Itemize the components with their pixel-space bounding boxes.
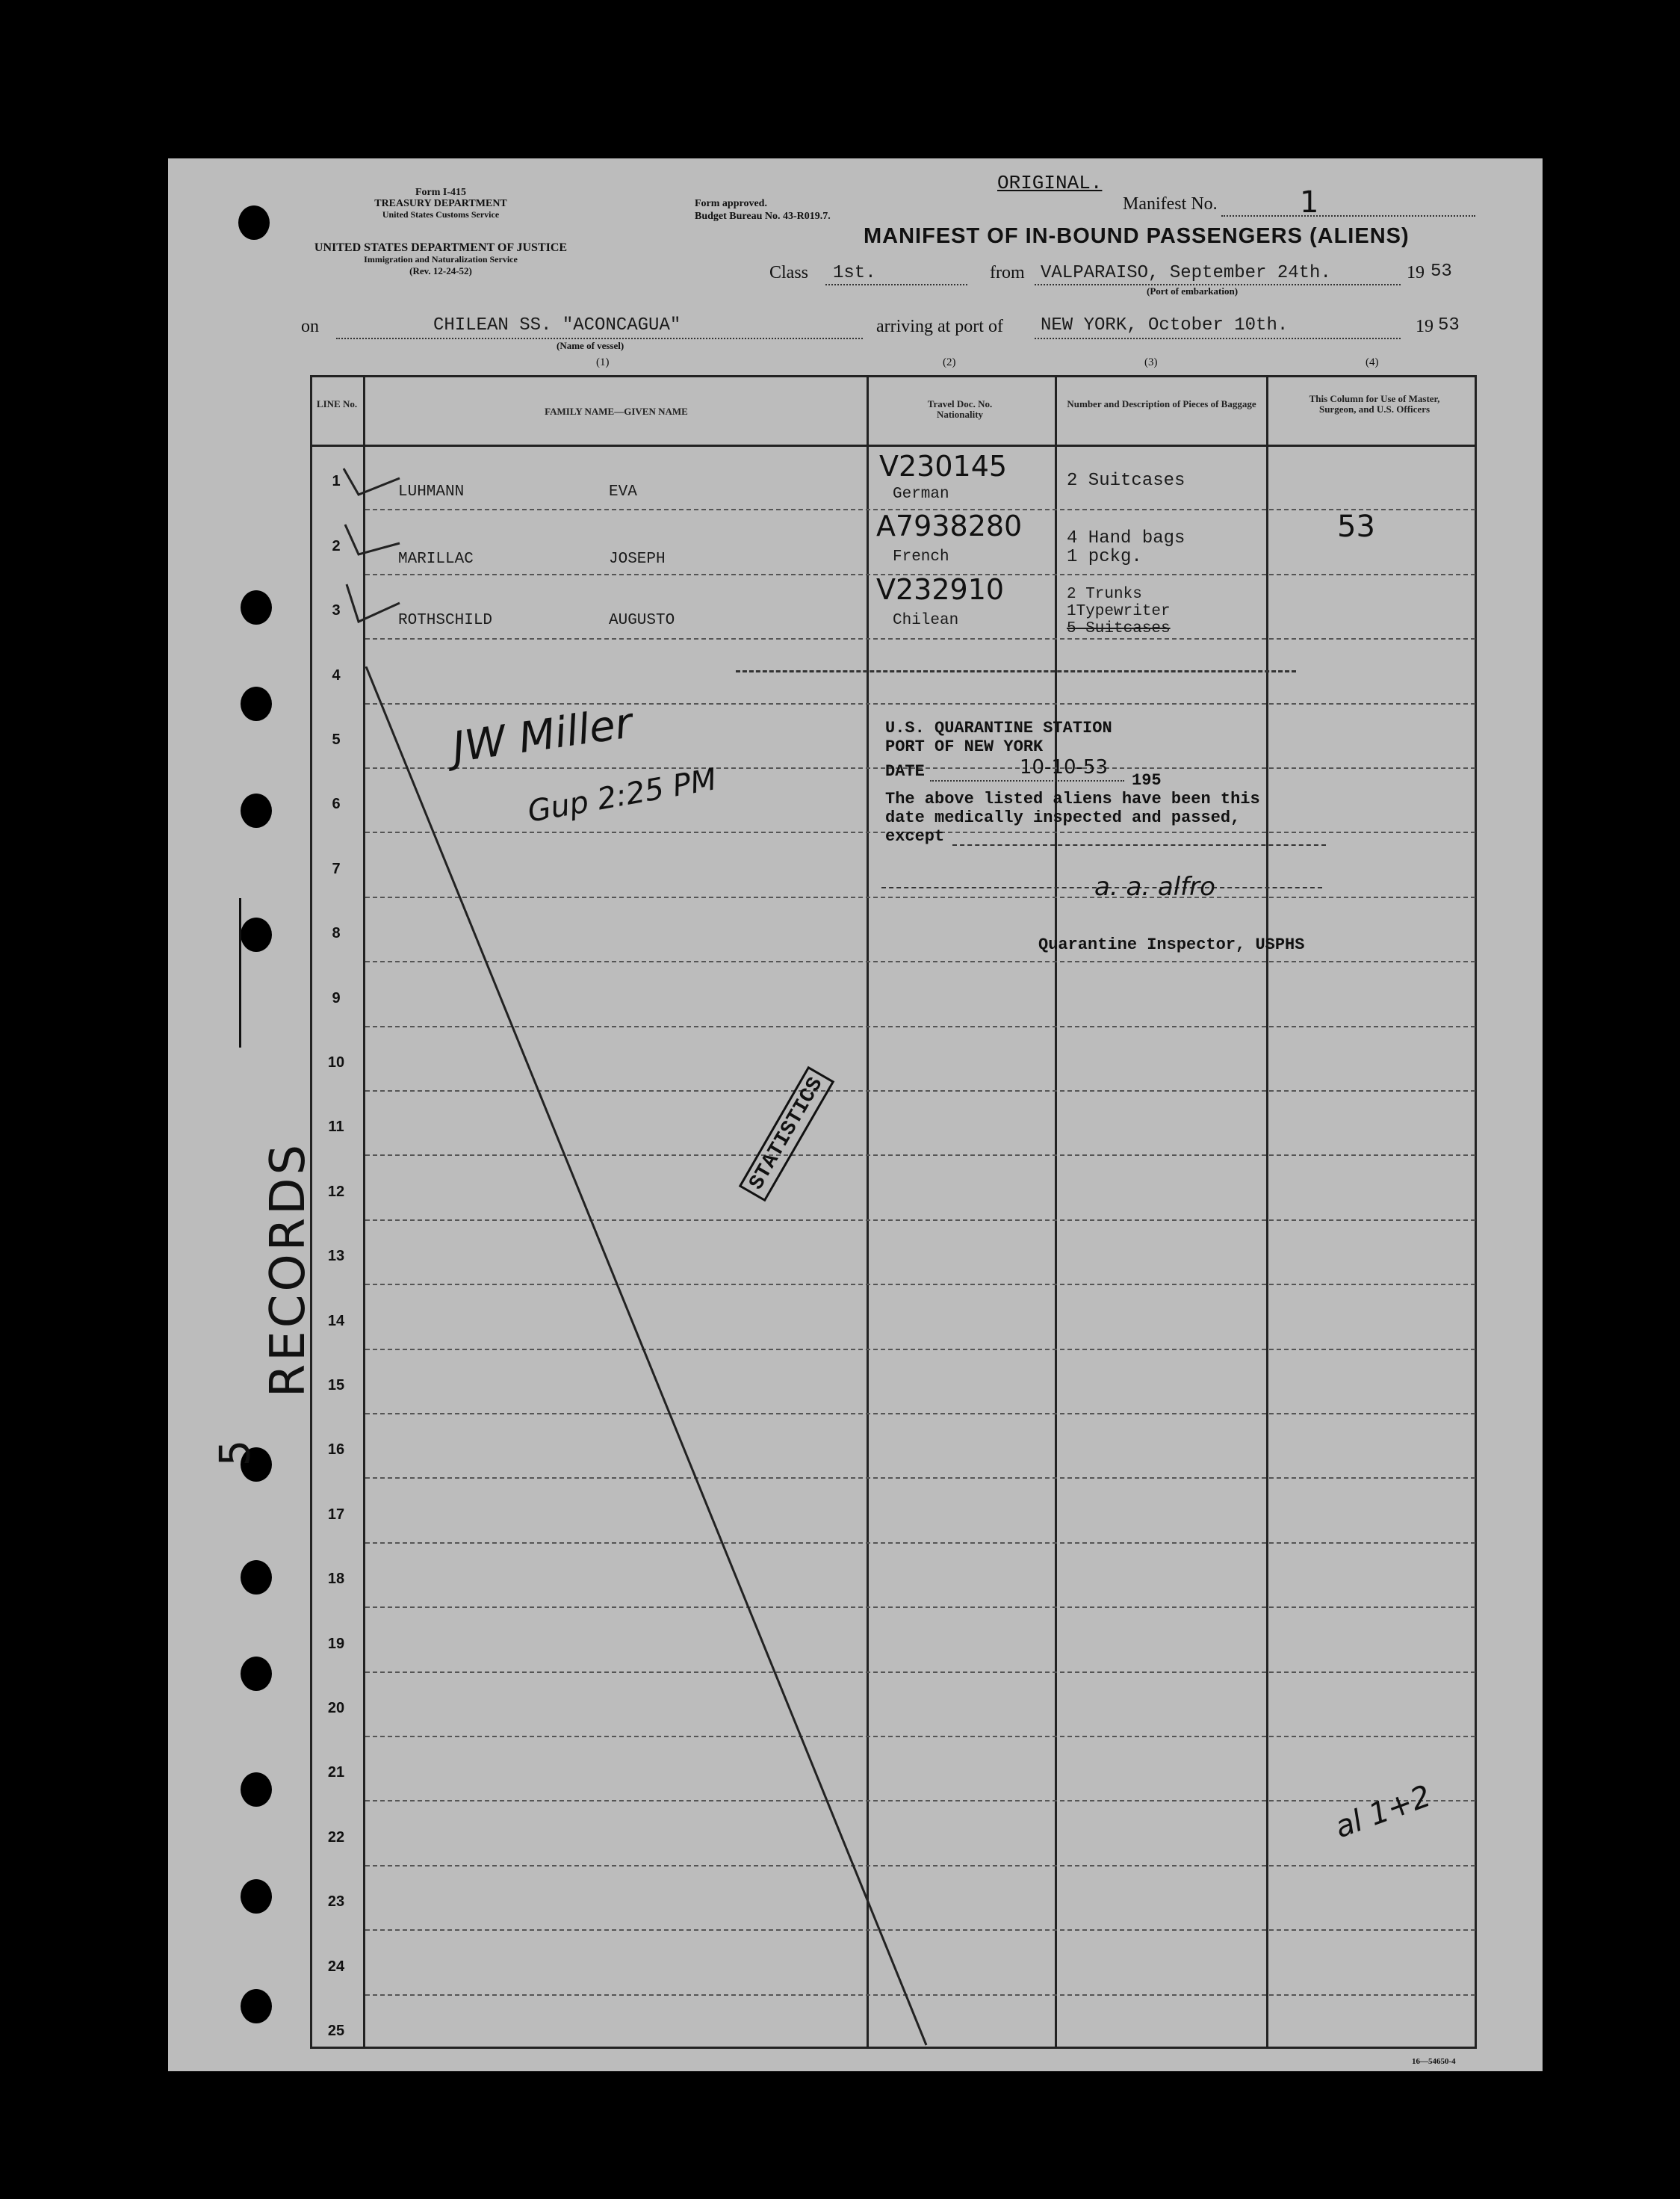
row2-family: MARILLAC — [398, 551, 474, 568]
handwritten-time: Gup 2:25 PM — [524, 762, 719, 829]
quarantine-text-3: except — [885, 827, 945, 846]
header-name: FAMILY NAME—GIVEN NAME — [545, 406, 688, 417]
col-num-2: (2) — [943, 356, 956, 368]
row1-given: EVA — [609, 483, 637, 501]
line-number: 5 — [332, 732, 341, 748]
budget-bureau: Budget Bureau No. 43-R019.7. — [695, 211, 831, 222]
line-number: 12 — [327, 1183, 345, 1200]
binder-hole — [241, 918, 272, 952]
row2-baggage-2: 1 pckg. — [1067, 547, 1142, 567]
binder-hole — [241, 1560, 272, 1595]
binder-hole — [238, 205, 270, 240]
year-value: 53 — [1431, 262, 1452, 282]
quarantine-station: U.S. QUARANTINE STATION — [885, 719, 1112, 737]
quarantine-date-line — [930, 780, 1124, 782]
row2-doc: A7938280 — [876, 510, 1023, 542]
quarantine-inspector: Quarantine Inspector, USPHS — [1038, 935, 1305, 954]
statistics-stamp: STATISTICS — [739, 1066, 835, 1202]
line-number: 4 — [332, 666, 341, 684]
header-travel-doc: Travel Doc. No. Nationality — [927, 398, 993, 420]
line-number: 17 — [327, 1506, 345, 1523]
binder-hole — [241, 1657, 272, 1691]
col-num-3: (3) — [1144, 356, 1158, 368]
port-embark-caption: (Port of embarkation) — [1147, 285, 1239, 297]
officer-note: 53 — [1337, 510, 1375, 544]
col-divider — [1055, 375, 1057, 2049]
quarantine-text-1: The above listed aliens have been this — [885, 790, 1260, 808]
header-baggage: Number and Description of Pieces of Baggage — [1067, 398, 1256, 409]
binder-hole — [241, 1879, 272, 1914]
row3-baggage-3: 5 Suitcases — [1067, 620, 1171, 637]
binder-hole — [241, 1989, 272, 2023]
header-line-no: LINE No. — [316, 398, 358, 409]
line-number: 11 — [328, 1119, 344, 1136]
line-number: 13 — [327, 1248, 345, 1265]
quarantine-date-label: DATE — [885, 762, 925, 781]
line-number: 23 — [327, 1893, 345, 1911]
line-number: 8 — [332, 925, 341, 942]
year-prefix: 19 — [1407, 263, 1425, 282]
class-value: 1st. — [833, 263, 876, 283]
line-number: 10 — [327, 1054, 345, 1071]
row1-nationality: German — [893, 486, 949, 503]
from-value: VALPARAISO, September 24th. — [1041, 263, 1331, 283]
arriving-label: arriving at port of — [876, 317, 1003, 336]
row2-baggage: 4 Hand bags — [1067, 528, 1185, 548]
year2-prefix: 19 — [1416, 317, 1433, 336]
manifest-no-label: Manifest No. — [1123, 194, 1218, 214]
records-handwriting: RECORDS — [261, 1141, 317, 1398]
line-number: 22 — [327, 1828, 345, 1846]
manifest-title: MANIFEST OF IN-BOUND PASSENGERS (ALIENS) — [864, 224, 1410, 248]
row3-baggage-2: 1Typewriter — [1067, 603, 1171, 620]
row1-doc: V230145 — [879, 450, 1008, 483]
row3-family: ROTHSCHILD — [398, 612, 493, 629]
line-number: 7 — [332, 860, 341, 877]
customs-service: United States Customs Service — [382, 209, 500, 220]
ins-service: Immigration and Naturalization Service — [364, 254, 518, 265]
binder-hole — [241, 687, 272, 721]
form-approved: Form approved. — [695, 198, 767, 209]
diagonal-cancel-line — [362, 666, 930, 2049]
line-number: 1 — [332, 473, 341, 490]
revision: (Rev. 12-24-52) — [409, 265, 472, 276]
col-divider — [1266, 375, 1268, 2049]
line-number: 6 — [332, 796, 341, 813]
on-label: on — [301, 317, 319, 336]
manifest-no-value: 1 — [1300, 185, 1319, 220]
side-mark: 5 — [211, 1439, 260, 1467]
vessel-line — [336, 338, 863, 339]
vessel-caption: (Name of vessel) — [557, 340, 624, 351]
row1-baggage: 2 Suitcases — [1067, 471, 1185, 491]
row3-baggage: 2 Trunks — [1067, 586, 1142, 603]
row3-given: AUGUSTO — [609, 612, 675, 629]
binder-hole — [241, 590, 272, 625]
line-number: 9 — [332, 989, 341, 1006]
line-number: 24 — [327, 1958, 345, 1975]
original-label: ORIGINAL. — [997, 172, 1103, 194]
binder-hole — [241, 794, 272, 828]
records-dash — [239, 898, 241, 1048]
manifest-sheet — [168, 158, 1543, 2071]
check-marks — [329, 442, 418, 637]
row1-family: LUHMANN — [398, 483, 465, 501]
justice-dept: UNITED STATES DEPARTMENT OF JUSTICE — [314, 241, 568, 254]
from-label: from — [990, 263, 1025, 282]
row2-nationality: French — [893, 548, 949, 566]
form-number: Form I-415 — [415, 187, 467, 198]
line-number: 21 — [327, 1764, 345, 1781]
binder-hole — [241, 1772, 272, 1807]
quarantine-date-value: 10-10-53 — [1020, 756, 1109, 779]
header-rule — [310, 445, 1477, 447]
arriving-line — [1035, 338, 1401, 339]
row3-nationality: Chilean — [893, 612, 959, 629]
row3-doc: V232910 — [876, 573, 1005, 606]
line-number: 18 — [327, 1571, 345, 1588]
line-number: 14 — [327, 1312, 345, 1329]
treasury-dept: TREASURY DEPARTMENT — [374, 198, 507, 209]
line-number: 15 — [327, 1377, 345, 1394]
header-officers: This Column for Use of Master, Surgeon, and U.S. Officers — [1309, 393, 1440, 415]
table-row-line — [365, 638, 1475, 640]
line-number: 25 — [327, 2023, 345, 2039]
col-num-1: (1) — [596, 356, 610, 368]
line-number: 20 — [327, 1700, 345, 1716]
line-number: 16 — [327, 1441, 345, 1459]
line-number: 3 — [332, 602, 341, 619]
row2-given: JOSEPH — [609, 551, 666, 568]
quarantine-text-2: date medically inspected and passed, — [885, 808, 1241, 827]
quarantine-except-line — [952, 844, 1326, 846]
quarantine-signature: a. a. alfro — [1094, 872, 1215, 902]
quarantine-port: PORT OF NEW YORK — [885, 737, 1044, 756]
line-number: 19 — [327, 1635, 345, 1652]
col-num-4: (4) — [1366, 356, 1379, 368]
class-label: Class — [769, 263, 809, 282]
vessel-value: CHILEAN SS. "ACONCAGUA" — [433, 315, 681, 335]
manifest-no-line — [1221, 215, 1475, 217]
quarantine-date-suffix: 195 — [1132, 771, 1162, 790]
arriving-value: NEW YORK, October 10th. — [1041, 315, 1289, 335]
bottom-right-note: al 1+2 — [1330, 1778, 1436, 1846]
class-line — [825, 284, 967, 285]
year2-value: 53 — [1438, 315, 1460, 335]
line-number: 2 — [332, 537, 341, 554]
handwritten-signature: JW Miller — [449, 699, 636, 773]
footer-code: 16—54650-4 — [1412, 2057, 1456, 2066]
